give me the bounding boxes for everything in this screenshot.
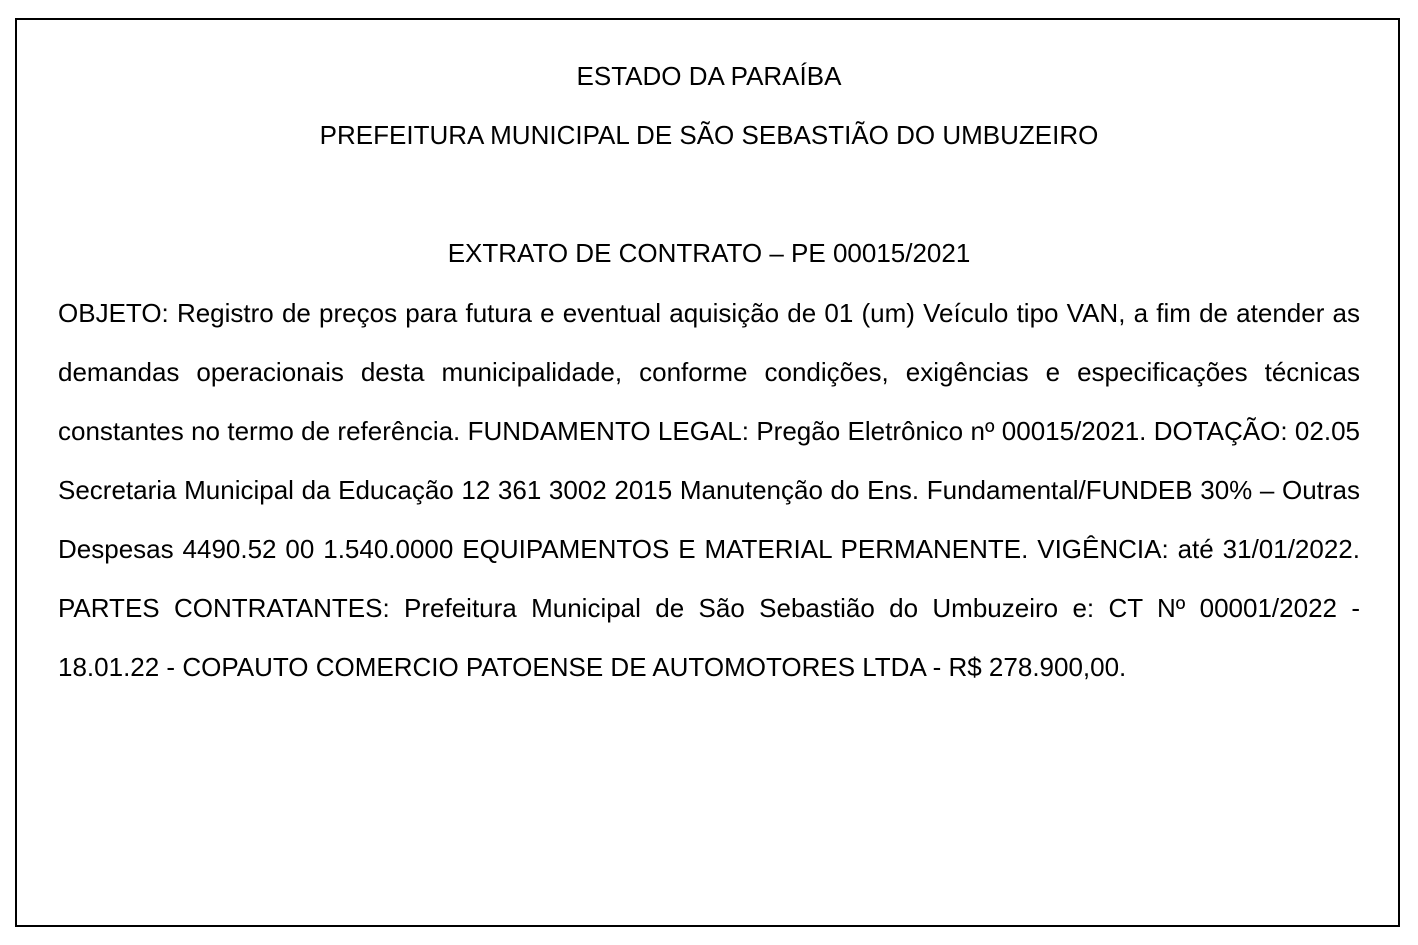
contract-extract-body: OBJETO: Registro de preços para futura e eventual aquisição de 01 (um) Veículo tipo VAN, a fim de atender as demandas operacionais desta municipalidade, conforme condições, exigências e especificações técnicas constantes no termo de referência. FUNDAMENTO LEGAL: Pregão Eletrônico nº 00015/2021. DOTAÇÃO: 02.05 Secretaria Municipal da Educação 12 361 3002 2015 Manutenção do Ens. Fundamental/FUNDEB 30% – Outras Despesas 4490.52 00 1.540.0000 EQUIPAMENTOS E MATERIAL PERMANENTE. VIGÊNCIA: até 31/01/2022. PARTES CONTRATANTES: Prefeitura Municipal de São Sebastião do Umbuzeiro e: CT Nº 00001/2022 - 18.01.22 - COPAUTO COMERCIO PATOENSE DE AUTOMOTORES LTDA - R$ 278.900,00. [58,298,1360,682]
state-heading: ESTADO DA PARAÍBA [576,61,842,91]
document-title: EXTRATO DE CONTRATO – PE 00015/2021 [447,238,971,268]
prefecture-heading: PREFEITURA MUNICIPAL DE SÃO SEBASTIÃO DO UMBUZEIRO [319,120,1099,150]
